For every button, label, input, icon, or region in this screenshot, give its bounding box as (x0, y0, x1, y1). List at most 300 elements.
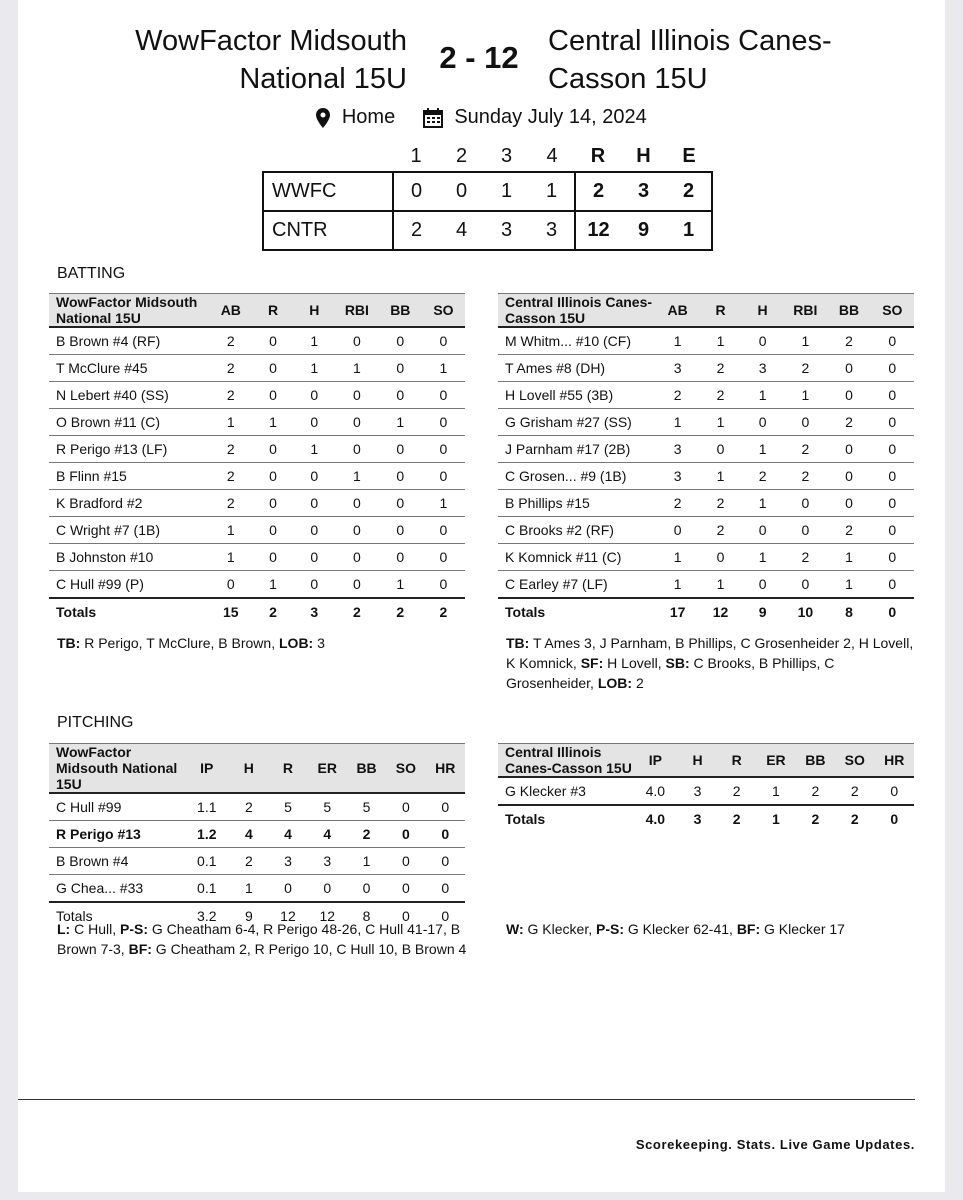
stat-cell: 0 (426, 848, 465, 875)
stat-cell: 0 (386, 793, 425, 821)
stat-cell: 0 (871, 463, 914, 490)
stat-cell: 2 (209, 355, 252, 382)
stat-cell: 0 (783, 571, 827, 599)
line-score-cell: 3 (637, 180, 650, 202)
stat-column-header: R (717, 744, 756, 778)
player-row (49, 463, 465, 490)
note-label: LOB: (597, 675, 633, 691)
stat-cell: 0 (422, 463, 465, 490)
line-score-cell: 2 (666, 172, 712, 211)
stat-cell: 5 (347, 793, 386, 821)
player-name: T McClure #45 (49, 355, 209, 382)
stat-cell: 0 (422, 544, 465, 571)
stat-cell: 1 (656, 327, 699, 355)
home-pitching-notes (57, 919, 467, 959)
line-score-cell: 0 (455, 180, 468, 202)
stat-cell: 1.2 (184, 821, 229, 848)
totals-cell: 2 (252, 598, 293, 625)
stat-cell: 2 (742, 463, 784, 490)
stat-cell: 1 (699, 409, 742, 436)
player-name: B Brown #4 (49, 848, 184, 875)
stat-cell: 2 (347, 821, 386, 848)
player-name: B Phillips #15 (498, 490, 656, 517)
line-score-row (263, 172, 712, 211)
stat-column-header: RBI (783, 294, 827, 328)
stat-cell: 0 (209, 571, 252, 599)
stat-cell: 0 (335, 544, 379, 571)
player-row (498, 571, 914, 599)
player-row (49, 848, 465, 875)
stat-cell: 0 (252, 355, 293, 382)
player-row (498, 490, 914, 517)
stat-column-header: IP (633, 744, 678, 778)
stat-cell: 0 (422, 436, 465, 463)
stat-cell: 2 (209, 490, 252, 517)
stat-cell: 3 (308, 848, 347, 875)
stat-column-header: BB (347, 744, 386, 794)
stat-column-header: H (294, 294, 335, 328)
stat-cell: 1 (209, 517, 252, 544)
totals-label: Totals (49, 598, 209, 625)
stat-cell: 0 (335, 436, 379, 463)
stat-cell: 0 (422, 382, 465, 409)
stat-cell: 0 (335, 571, 379, 599)
line-score-cell: 2 (592, 180, 605, 202)
note-text: C Brooks, B Phillips, C Grosenheider, (506, 655, 835, 691)
stat-cell: 1 (783, 382, 827, 409)
player-row (49, 875, 465, 903)
stat-cell: 2 (699, 490, 742, 517)
stat-cell: 2 (783, 355, 827, 382)
stat-column-header: H (678, 744, 717, 778)
stat-column-header: IP (184, 744, 229, 794)
note-text: 2 (632, 675, 644, 691)
stat-cell: 0 (294, 409, 335, 436)
stat-cell: 1 (422, 490, 465, 517)
stat-cell: 2 (209, 436, 252, 463)
totals-row (498, 598, 914, 625)
line-score-table (262, 141, 713, 251)
stat-cell: 1 (783, 327, 827, 355)
totals-label: Totals (498, 805, 633, 832)
stat-cell: 2 (209, 382, 252, 409)
player-row (49, 517, 465, 544)
totals-cell: 3.2 (184, 902, 229, 929)
totals-cell: 12 (699, 598, 742, 625)
line-score-cell: 9 (637, 219, 650, 241)
stat-cell: 2 (656, 382, 699, 409)
stat-cell: 3 (656, 463, 699, 490)
stat-cell: 1 (656, 571, 699, 599)
stat-cell: 0 (699, 544, 742, 571)
stat-cell: 0 (871, 327, 914, 355)
totals-cell: 12 (308, 902, 347, 929)
stat-cell: 0 (783, 490, 827, 517)
stat-cell: 0 (871, 517, 914, 544)
team-column-header: WowFactor Midsouth National 15U (49, 294, 209, 328)
calendar-icon (423, 106, 443, 129)
stat-cell: 0 (386, 821, 425, 848)
player-row (498, 777, 914, 805)
stat-column-header: ER (308, 744, 347, 794)
team-column-header: WowFactor Midsouth National 15U (49, 744, 184, 794)
game-info (18, 106, 945, 129)
stat-column-header: HR (426, 744, 465, 794)
stat-cell: 0 (294, 490, 335, 517)
location-pin-icon (316, 106, 330, 129)
game-date: Sunday July 14, 2024 (454, 106, 647, 129)
stat-cell: 0 (871, 355, 914, 382)
player-row (49, 571, 465, 599)
stat-cell: 0 (875, 777, 915, 805)
stat-cell: 2 (796, 777, 835, 805)
stat-column-header: H (742, 294, 784, 328)
line-score-cell: 2 (410, 219, 423, 241)
player-name: C Wright #7 (1B) (49, 517, 209, 544)
stat-cell: 1 (742, 382, 784, 409)
stat-column-header: ER (756, 744, 795, 778)
stat-cell: 1 (742, 544, 784, 571)
stat-cell: 0 (379, 436, 422, 463)
team-column-header: Central Illinois Canes-Casson 15U (498, 744, 633, 778)
stat-cell: 0 (252, 544, 293, 571)
player-name: N Lebert #40 (SS) (49, 382, 209, 409)
player-row (49, 355, 465, 382)
totals-cell: 2 (379, 598, 422, 625)
stat-cell: 0 (335, 382, 379, 409)
home-pitching-table (49, 743, 465, 929)
stat-cell: 4 (308, 821, 347, 848)
stat-cell: 1 (656, 544, 699, 571)
stat-cell: 0 (335, 327, 379, 355)
stat-cell: 2 (827, 517, 870, 544)
line-score-cell: 0 (410, 180, 423, 202)
away-batting-table (498, 293, 914, 625)
stat-cell: 3 (742, 355, 784, 382)
box-score-page (18, 0, 945, 1192)
line-score-header-cell: R (590, 144, 606, 167)
note-text: G Cheatham 2, R Perigo 10, C Hull 10, B Brown 4 (151, 941, 467, 957)
totals-cell: 0 (871, 598, 914, 625)
stat-cell: 0.1 (184, 848, 229, 875)
stat-column-header: SO (871, 294, 914, 328)
stat-column-header: SO (422, 294, 465, 328)
away-pitching-table (498, 743, 914, 832)
note-label: TB: (506, 635, 530, 651)
stat-cell: 0 (252, 490, 293, 517)
player-name: O Brown #11 (C) (49, 409, 209, 436)
player-name: G Grisham #27 (SS) (498, 409, 656, 436)
stat-cell: 0 (268, 875, 307, 903)
totals-cell: 8 (827, 598, 870, 625)
stat-cell: 1 (209, 544, 252, 571)
line-score-header-cell: 2 (455, 144, 468, 167)
stat-cell: 1 (742, 490, 784, 517)
stat-cell: 5 (268, 793, 307, 821)
stat-cell: 2 (699, 355, 742, 382)
totals-row (49, 598, 465, 625)
note-label: L: (57, 921, 71, 937)
stat-cell: 2 (783, 436, 827, 463)
stat-cell: 1 (294, 355, 335, 382)
line-score-cell: 1 (666, 211, 712, 250)
totals-cell: 3 (294, 598, 335, 625)
stat-cell: 0 (871, 544, 914, 571)
player-name: H Lovell #55 (3B) (498, 382, 656, 409)
line-score-header-cell: 4 (546, 144, 558, 167)
note-text: G Cheatham 6-4, R Perigo 48-26, C Hull 41-17, B Brown 7-3, (57, 921, 461, 957)
player-row (49, 436, 465, 463)
stat-cell: 1 (422, 355, 465, 382)
player-name: M Whitm... #10 (CF) (498, 327, 656, 355)
player-name: C Hull #99 (P) (49, 571, 209, 599)
stat-cell: 1 (742, 436, 784, 463)
stat-cell: 0 (871, 382, 914, 409)
note-text: G Klecker 17 (760, 921, 845, 937)
stat-cell: 0 (252, 382, 293, 409)
line-score-cell: 12 (587, 219, 610, 241)
stat-cell: 1 (656, 409, 699, 436)
stat-cell: 1 (347, 848, 386, 875)
stat-column-header: BB (827, 294, 870, 328)
stat-cell: 0 (422, 409, 465, 436)
stat-cell: 0 (827, 463, 870, 490)
player-name: G Klecker #3 (498, 777, 633, 805)
stat-column-header: HR (875, 744, 915, 778)
stat-cell: 0 (827, 382, 870, 409)
stat-column-header: R (699, 294, 742, 328)
line-score-header-cell: 1 (410, 144, 422, 167)
player-row (49, 382, 465, 409)
player-row (49, 821, 465, 848)
stat-cell: 0 (335, 409, 379, 436)
stat-cell: 1 (699, 463, 742, 490)
player-name: R Perigo #13 (LF) (49, 436, 209, 463)
line-score-cell: 1 (529, 172, 575, 211)
player-name: C Hull #99 (49, 793, 184, 821)
final-score: 2 - 12 (439, 40, 519, 75)
stat-cell: 0 (252, 436, 293, 463)
stat-cell: 0 (308, 875, 347, 903)
totals-cell: 2 (717, 805, 756, 832)
stat-cell: 1 (229, 875, 268, 903)
stat-cell: 0 (379, 544, 422, 571)
stat-cell: 0 (827, 490, 870, 517)
line-score-header-cell: E (682, 144, 696, 167)
stat-cell: 0 (252, 327, 293, 355)
line-score-header-cell: H (636, 144, 651, 167)
player-row (498, 409, 914, 436)
totals-cell: 12 (268, 902, 307, 929)
stat-cell: 3 (268, 848, 307, 875)
stat-cell: 1 (827, 544, 870, 571)
stat-cell: 0 (742, 409, 784, 436)
location-label: Home (341, 106, 396, 129)
stat-cell: 4.0 (633, 777, 678, 805)
stat-cell: 0 (656, 517, 699, 544)
stat-cell: 1 (294, 327, 335, 355)
stat-cell: 0 (335, 490, 379, 517)
note-text: G Klecker 62-41, (623, 921, 737, 937)
totals-cell: 0 (386, 902, 425, 929)
line-score-team: WWFC (263, 172, 393, 211)
line-score-header-cell: 3 (500, 144, 513, 167)
stat-cell: 2 (835, 777, 874, 805)
player-row (498, 355, 914, 382)
stat-cell: 0 (386, 875, 425, 903)
stat-cell: 2 (783, 463, 827, 490)
totals-cell: 3 (678, 805, 717, 832)
stat-cell: 1 (252, 571, 293, 599)
stat-cell: 1 (699, 327, 742, 355)
player-row (498, 382, 914, 409)
note-text: C Hull, (70, 921, 121, 937)
stat-cell: 0 (294, 382, 335, 409)
stat-cell: 0 (827, 355, 870, 382)
stat-column-header: R (268, 744, 307, 794)
stat-cell: 0 (871, 409, 914, 436)
note-text: R Perigo, T McClure, B Brown, (80, 635, 279, 651)
stat-cell: 2 (699, 382, 742, 409)
totals-cell: 4.0 (633, 805, 678, 832)
totals-cell: 10 (783, 598, 827, 625)
stat-cell: 0 (252, 517, 293, 544)
note-label: P-S: (120, 921, 149, 937)
stat-cell: 0 (742, 517, 784, 544)
footer-tagline: Scorekeeping. Stats. Live Game Updates. (635, 1137, 915, 1152)
player-name: K Komnick #11 (C) (498, 544, 656, 571)
player-name: C Earley #7 (LF) (498, 571, 656, 599)
note-label: SB: (665, 655, 690, 671)
stat-cell: 0 (871, 490, 914, 517)
stat-cell: 2 (717, 777, 756, 805)
stat-cell: 1 (756, 777, 795, 805)
stat-column-header: AB (656, 294, 699, 328)
stat-column-header: H (229, 744, 268, 794)
stat-cell: 0 (294, 517, 335, 544)
stat-cell: 1 (252, 409, 293, 436)
stat-column-header: SO (386, 744, 425, 794)
totals-cell: 2 (835, 805, 874, 832)
stat-cell: 0 (294, 571, 335, 599)
stat-cell: 0 (871, 571, 914, 599)
totals-cell: 9 (229, 902, 268, 929)
stat-cell: 2 (656, 490, 699, 517)
stat-cell: 4 (268, 821, 307, 848)
line-score-team: CNTR (263, 211, 393, 250)
stat-cell: 0 (699, 436, 742, 463)
totals-cell: 8 (347, 902, 386, 929)
player-name: B Flinn #15 (49, 463, 209, 490)
stat-cell: 1 (335, 355, 379, 382)
note-label: BF: (736, 921, 761, 937)
stat-cell: 1 (335, 463, 379, 490)
batting-section-title: BATTING (57, 265, 126, 282)
stat-column-header: BB (796, 744, 835, 778)
stat-cell: 1 (827, 571, 870, 599)
line-score-row (263, 211, 712, 250)
stat-column-header: RBI (335, 294, 379, 328)
stat-cell: 0 (426, 875, 465, 903)
note-label: W: (506, 921, 524, 937)
totals-row (498, 805, 914, 832)
player-name: B Johnston #10 (49, 544, 209, 571)
away-batting-notes (506, 633, 916, 693)
stat-cell: 2 (209, 327, 252, 355)
pitching-section-title: PITCHING (57, 714, 134, 731)
note-text: 3 (313, 635, 325, 651)
line-score-cell: 4 (455, 219, 468, 241)
stat-cell: 2 (827, 327, 870, 355)
away-team-name: Central Illinois Canes-Casson 15U (548, 25, 832, 95)
player-row (49, 327, 465, 355)
player-row (498, 436, 914, 463)
stat-column-header: AB (209, 294, 252, 328)
stat-cell: 0 (294, 544, 335, 571)
stat-cell: 2 (229, 793, 268, 821)
stat-cell: 4 (229, 821, 268, 848)
stat-cell: 2 (783, 544, 827, 571)
stat-cell: 1 (379, 571, 422, 599)
note-label: BF: (128, 941, 152, 957)
player-row (49, 409, 465, 436)
line-score-header-blank (263, 141, 393, 172)
stat-cell: 0 (422, 571, 465, 599)
note-text: G Klecker, (523, 921, 596, 937)
player-name: R Perigo #13 (49, 821, 184, 848)
stat-cell: 1 (294, 436, 335, 463)
player-name: C Brooks #2 (RF) (498, 517, 656, 544)
stat-cell: 0 (379, 463, 422, 490)
totals-cell: 15 (209, 598, 252, 625)
player-name: K Bradford #2 (49, 490, 209, 517)
note-label: SF: (580, 655, 604, 671)
note-text: T Ames 3, J Parnham, B Phillips, C Grosenheider 2, H Lovell, K Komnick, (506, 635, 914, 671)
player-name: B Brown #4 (RF) (49, 327, 209, 355)
stat-cell: 0 (379, 327, 422, 355)
totals-cell: 1 (756, 805, 795, 832)
note-label: LOB: (279, 635, 314, 651)
stat-cell: 0 (347, 875, 386, 903)
home-batting-notes (57, 633, 467, 653)
line-score-cell: 3 (500, 219, 513, 241)
totals-cell: 0 (426, 902, 465, 929)
totals-cell: 2 (796, 805, 835, 832)
player-name: T Ames #8 (DH) (498, 355, 656, 382)
player-row (49, 490, 465, 517)
player-row (498, 327, 914, 355)
stat-cell: 0 (422, 327, 465, 355)
stat-cell: 0.1 (184, 875, 229, 903)
player-row (49, 793, 465, 821)
stat-cell: 0 (335, 517, 379, 544)
stat-cell: 0 (742, 571, 784, 599)
stat-column-header: R (252, 294, 293, 328)
stat-cell: 0 (379, 355, 422, 382)
stat-cell: 0 (827, 436, 870, 463)
totals-cell: 17 (656, 598, 699, 625)
line-score-cell: 1 (500, 180, 513, 202)
line-score-cell: 3 (529, 211, 575, 250)
stat-cell: 0 (294, 463, 335, 490)
note-label: TB: (57, 635, 81, 651)
stat-cell: 2 (209, 463, 252, 490)
totals-cell: 2 (335, 598, 379, 625)
stat-cell: 0 (426, 821, 465, 848)
totals-label: Totals (49, 902, 184, 929)
stat-cell: 3 (678, 777, 717, 805)
stat-cell: 1.1 (184, 793, 229, 821)
